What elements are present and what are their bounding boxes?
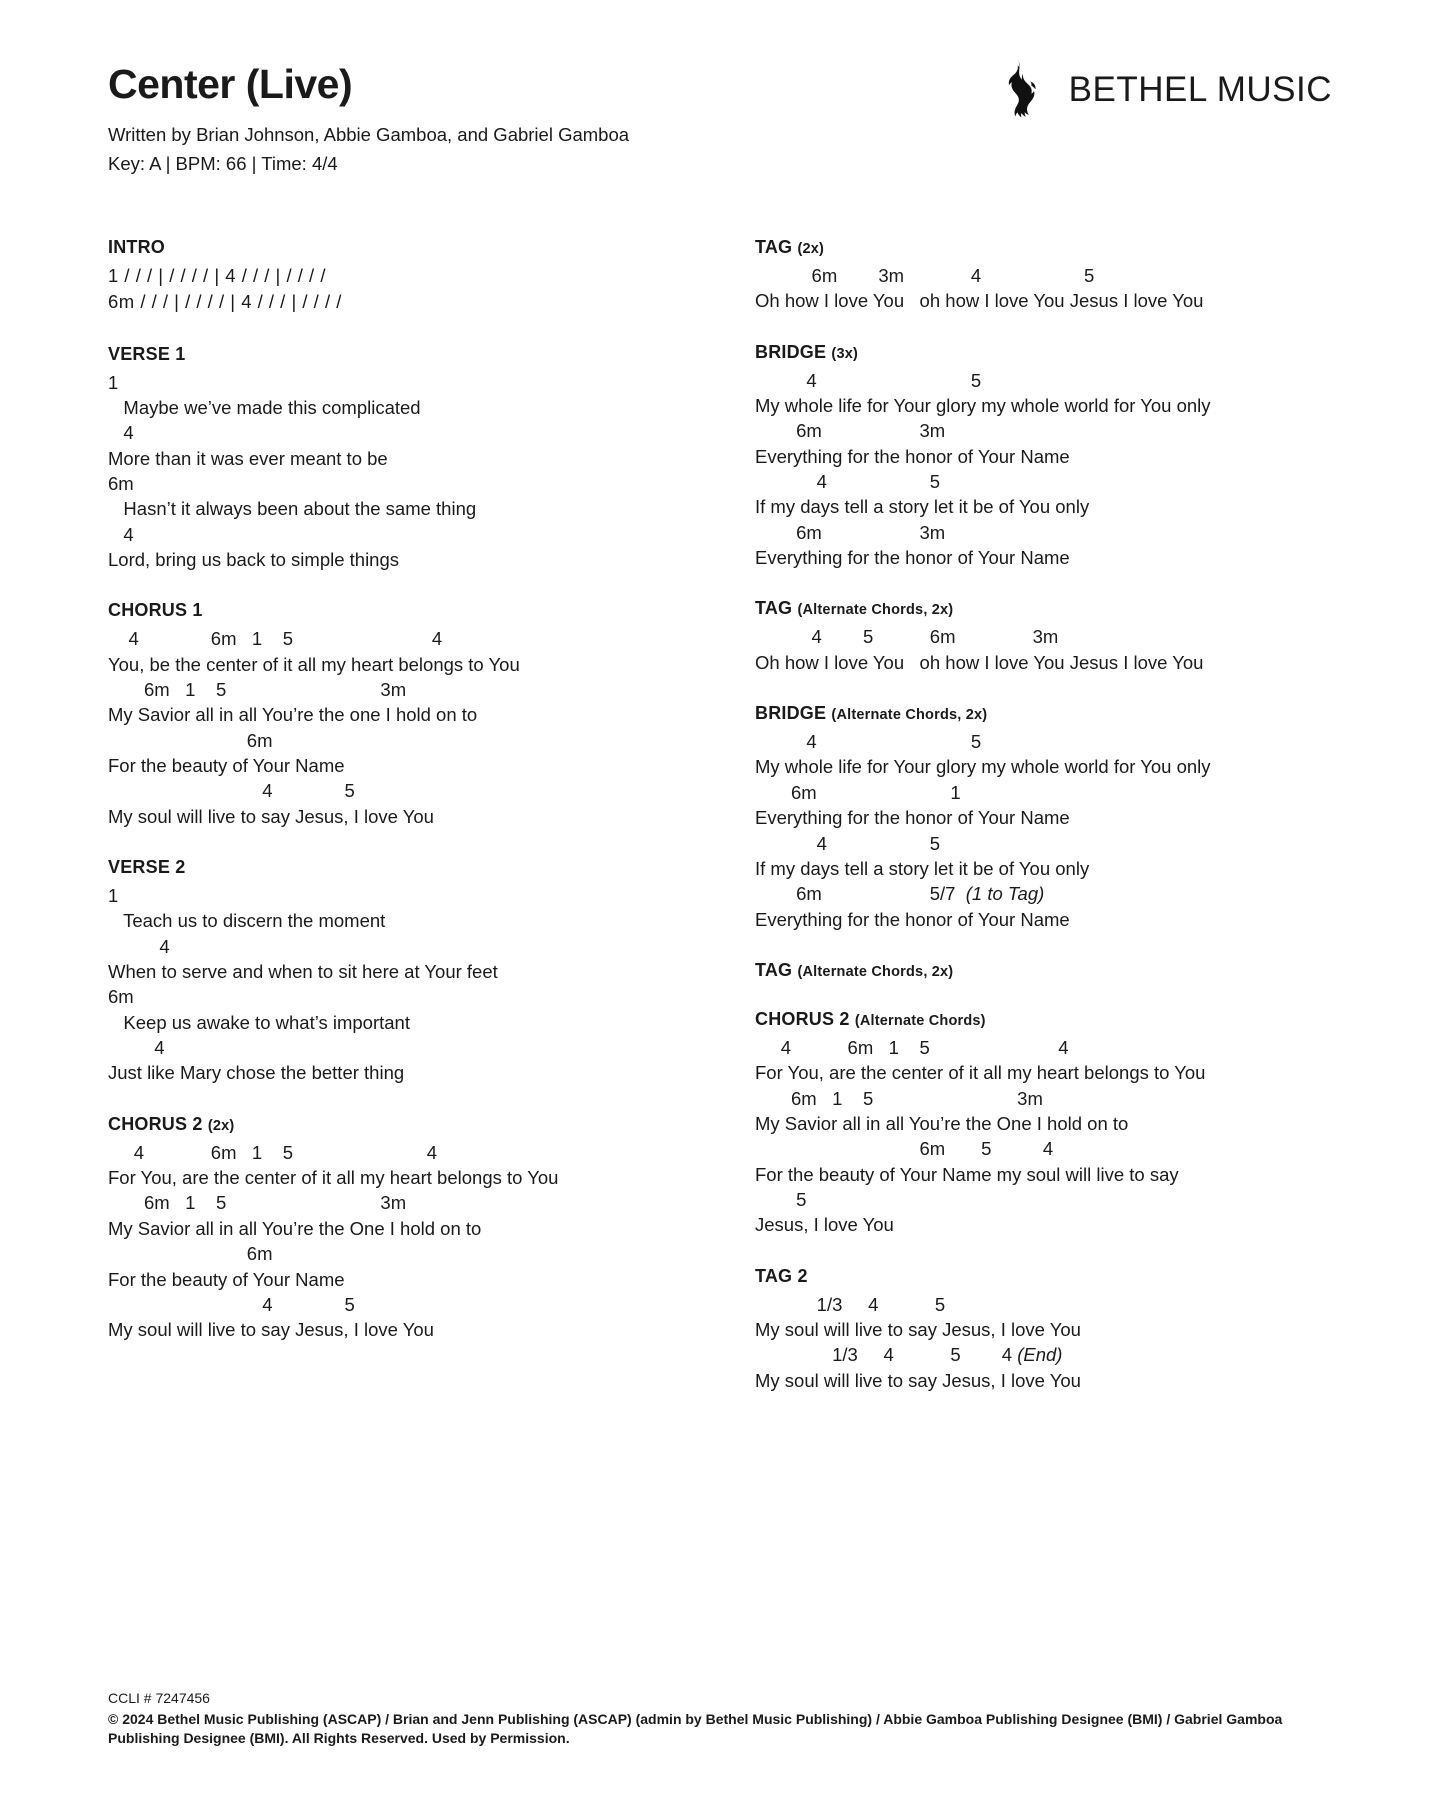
section-heading xyxy=(108,1114,689,1135)
deer-head-icon xyxy=(1007,58,1055,120)
section-heading-label: TAG 2 xyxy=(755,1265,808,1286)
lyric-line: My whole life for Your glory my whole world for You only xyxy=(755,756,1211,778)
section-heading-qualifier: (Alternate Chords, 2x) xyxy=(797,963,954,980)
chord-line: 4 5 xyxy=(108,1293,355,1315)
chord-line: 4 xyxy=(108,1037,165,1059)
section-verse-1 xyxy=(108,344,689,573)
section-heading-qualifier: (Alternate Chords) xyxy=(854,1012,986,1029)
lyric-line: If my days tell a story let it be of You only xyxy=(755,496,1090,518)
section-heading xyxy=(108,237,689,258)
chord-line: 6m xyxy=(108,472,134,494)
chord-line: 6m 3m 4 5 xyxy=(755,265,1095,286)
section-heading-label: VERSE 1 xyxy=(108,343,186,364)
lyric-line: You, be the center of it all my heart belongs to You xyxy=(108,653,520,675)
chord-line: 4 xyxy=(108,935,170,957)
chord-line: 4 5 6m 3m xyxy=(755,626,1059,648)
section-heading-qualifier: (Alternate Chords, 2x) xyxy=(831,707,988,724)
left-column xyxy=(108,237,689,1393)
section-heading-label: TAG xyxy=(755,959,793,980)
section-tag-2 xyxy=(755,598,1336,675)
section-heading xyxy=(755,237,1336,258)
chord-line: 4 6m 1 5 4 xyxy=(755,1036,1069,1058)
section-heading-qualifier: (2x) xyxy=(797,241,825,257)
lyric-line: For the beauty of Your Name xyxy=(108,755,345,776)
section-heading xyxy=(108,344,689,365)
section-tag-1 xyxy=(755,237,1336,314)
section-tag-3 xyxy=(755,960,1336,981)
section-heading-label: BRIDGE xyxy=(755,341,827,362)
section-verse-2 xyxy=(108,857,689,1086)
chord-line: 4 6m 1 5 4 xyxy=(108,1141,437,1163)
section-heading xyxy=(755,1009,1336,1030)
lyric-line: When to serve and when to sit here at Your feet xyxy=(108,961,498,983)
section-heading-qualifier: (3x) xyxy=(831,345,859,362)
section-heading-qualifier: (2x) xyxy=(207,1117,235,1134)
chord-line: 4 5 xyxy=(755,471,941,493)
lyric-line: My whole life for Your glory my whole world for You only xyxy=(755,395,1211,417)
writer-credits: Written by Brian Johnson, Abbie Gamboa, and Gabriel Gamboa xyxy=(108,124,630,146)
chord-line: 1/3 4 5 xyxy=(755,1293,946,1315)
lyric-line: For the beauty of Your Name xyxy=(108,1268,345,1290)
lyric-line: Hasn’t it always been about the same thing xyxy=(108,498,477,520)
ccli-number: CCLI # 7247456 xyxy=(108,1689,210,1706)
section-heading xyxy=(755,960,1336,981)
logo-wordmark: BETHEL MUSIC xyxy=(1068,69,1332,109)
lyric-line: Jesus, I love You xyxy=(755,1214,894,1236)
lyric-line: Everything for the honor of Your Name xyxy=(755,547,1070,569)
chord-line: 4 5 xyxy=(755,731,982,753)
section-intro xyxy=(108,237,689,316)
chord-line: 4 5 xyxy=(755,369,982,391)
chord-line: 6m 1 5 3m xyxy=(108,678,407,700)
section-heading xyxy=(108,857,689,878)
chord-line: 6m xyxy=(108,1243,273,1265)
copyright-notice: © 2024 Bethel Music Publishing (ASCAP) / Brian and Jenn Publishing (ASCAP) (admin by Bethel Music Publishing) / Abbie Gamboa Publishing Designee (BMI) / Gabriel Gamboa Publishing Designee (BMI). All Rights Reserved. Used by Permission. xyxy=(108,1710,1283,1747)
lyric-line: My Savior all in all You’re the one I hold on to xyxy=(108,704,478,726)
chord-line: 6m 1 5 3m xyxy=(108,1192,407,1214)
lyric-line: My soul will live to say Jesus, I love You xyxy=(108,1319,434,1341)
chord-line: 6m xyxy=(108,986,134,1008)
lyric-line: My soul will live to say Jesus, I love You xyxy=(755,1369,1081,1391)
chord-line: 4 5 xyxy=(108,780,355,802)
key-bpm-time: Key: A | BPM: 66 | Time: 4/4 xyxy=(108,152,338,174)
chord-line: 6m 1 5 3m xyxy=(755,1087,1043,1109)
bethel-music-logo xyxy=(1007,58,1332,120)
chord-line: 6m 3m xyxy=(755,521,946,543)
section-tag-final xyxy=(755,1266,1336,1393)
chord-line: 4 5 xyxy=(755,832,941,854)
lyric-line: For You, are the center of it all my heart belongs to You xyxy=(755,1062,1206,1084)
section-heading-label: CHORUS 2 xyxy=(755,1008,850,1029)
section-heading-label: TAG xyxy=(755,598,793,619)
section-bridge-2 xyxy=(755,703,1336,932)
chord-line: 1 xyxy=(108,371,119,393)
section-chorus-1 xyxy=(108,600,689,829)
lyric-line: Teach us to discern the moment xyxy=(108,910,386,932)
document-footer xyxy=(108,1688,1348,1749)
lyric-line: Oh how I love You oh how I love You Jesus I love You xyxy=(755,651,1204,673)
chord-line: 6m 5 4 xyxy=(755,1138,1054,1160)
section-heading-label: CHORUS 1 xyxy=(108,600,203,621)
lyric-line: My Savior all in all You’re the One I hold on to xyxy=(108,1217,482,1239)
chord-line: 1/3 4 5 4 (End) xyxy=(755,1344,1063,1366)
section-heading xyxy=(108,600,689,621)
chord-line: 4 6m 1 5 4 xyxy=(108,628,443,650)
lyric-line: If my days tell a story let it be of You only xyxy=(755,857,1090,879)
page-title: Center (Live) xyxy=(108,61,353,107)
lyric-line: Oh how I love You oh how I love You Jesus I love You xyxy=(755,290,1204,312)
section-heading xyxy=(755,598,1336,619)
section-bridge-1 xyxy=(755,342,1336,571)
right-column xyxy=(755,237,1336,1393)
chord-line: 5 xyxy=(755,1188,807,1210)
lyric-line: More than it was ever meant to be xyxy=(108,447,388,469)
lyric-line: Everything for the honor of Your Name xyxy=(755,445,1070,467)
lyric-line: Just like Mary chose the better thing xyxy=(108,1062,405,1084)
chord-line: 4 xyxy=(108,422,134,444)
section-heading xyxy=(755,342,1336,363)
chord-line: 6m 3m xyxy=(755,420,946,442)
lyric-line: For You, are the center of it all my heart belongs to You xyxy=(108,1167,559,1189)
lyric-line: Keep us awake to what’s important xyxy=(108,1011,410,1033)
chord-line: 6m 5/7 (1 to Tag) xyxy=(755,883,1045,905)
lyric-line: Lord, bring us back to simple things xyxy=(108,548,400,570)
section-chorus-2 xyxy=(108,1114,689,1343)
chord-line: 1 xyxy=(108,885,119,907)
section-heading-label: CHORUS 2 xyxy=(108,1113,203,1134)
lyric-line: For the beauty of Your Name my soul will live to say xyxy=(755,1163,1179,1185)
chord-line: 4 xyxy=(108,523,134,545)
lyric-line: My soul will live to say Jesus, I love You xyxy=(108,805,434,827)
lyric-line: My Savior all in all You’re the One I hold on to xyxy=(755,1112,1129,1134)
chord-chart-line: 1 / / / | / / / / | 4 / / / | / / / / xyxy=(108,265,326,286)
section-heading-qualifier: (Alternate Chords, 2x) xyxy=(797,602,954,619)
section-heading-label: VERSE 2 xyxy=(108,857,186,878)
lyric-line: My soul will live to say Jesus, I love You xyxy=(755,1318,1081,1340)
section-heading xyxy=(755,703,1336,724)
chord-chart-line: 6m / / / | / / / / | 4 / / / | / / / / xyxy=(108,291,342,313)
lyric-line: Everything for the honor of Your Name xyxy=(755,807,1070,829)
section-heading xyxy=(755,1266,1336,1287)
section-heading-label: INTRO xyxy=(108,237,165,257)
chord-line: 6m 1 xyxy=(755,781,961,803)
lyric-line: Everything for the honor of Your Name xyxy=(755,908,1070,930)
section-chorus-2-alt xyxy=(755,1009,1336,1238)
chart-columns xyxy=(108,237,1336,1393)
chord-line: 6m xyxy=(108,729,273,751)
lyric-line: Maybe we’ve made this complicated xyxy=(108,396,421,418)
section-heading-label: BRIDGE xyxy=(755,703,827,724)
section-heading-label: TAG xyxy=(755,237,793,257)
